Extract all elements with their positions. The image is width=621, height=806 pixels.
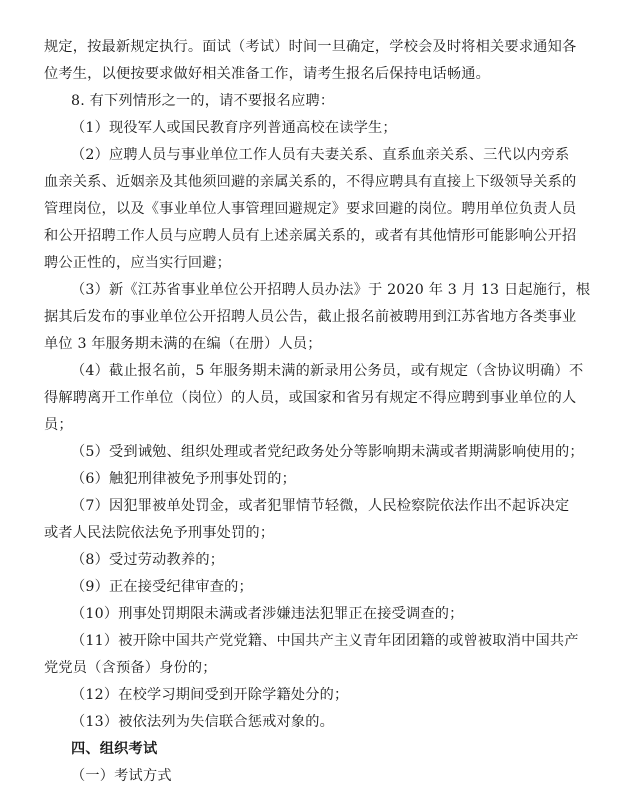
paragraph-line: 和公开招聘工作人员与应聘人员有上述亲属关系的，或者有其他情形可能影响公开招 bbox=[44, 228, 577, 244]
list-item-9: （9）正在接受纪律审查的； bbox=[71, 579, 253, 595]
paragraph-line: 单位 3 年服务期未满的在编（在册）人员； bbox=[44, 336, 322, 352]
paragraph-line: 得解聘离开工作单位（岗位）的人员，或国家和省另有规定不得应聘到事业单位的人 bbox=[44, 390, 577, 406]
paragraph-line: 位考生，以便按要求做好相关准备工作，请考生报名后保持电话畅通。 bbox=[44, 66, 491, 82]
paragraph-line: 管理岗位，以及《事业单位人事管理回避规定》要求回避的岗位。聘用单位负责人员 bbox=[44, 201, 577, 217]
paragraph-line: 党党员（含预备）身份的； bbox=[44, 660, 217, 676]
list-item-8: （8）受过劳动教养的； bbox=[71, 552, 225, 568]
paragraph-line: 聘公正性的，应当实行回避； bbox=[44, 255, 232, 271]
list-heading-8: 8. 有下列情形之一的，请不要报名应聘： bbox=[71, 93, 335, 109]
list-item-10: （10）刑事处罚期限未满或者涉嫌违法犯罪正在接受调查的； bbox=[71, 606, 464, 622]
paragraph-line: 或者人民法院依法免予刑事处罚的； bbox=[44, 525, 275, 541]
subsection-heading: （一）考试方式 bbox=[71, 768, 172, 784]
list-item-4: （4）截止报名前，5 年服务期未满的新录用公务员，或有规定（含协议明确）不 bbox=[71, 363, 584, 379]
list-item-11: （11）被开除中国共产党党籍、中国共产主义青年团团籍的或曾被取消中国共产 bbox=[71, 633, 579, 649]
paragraph-line: 血亲关系、近姻亲及其他须回避的亲属关系的，不得应聘具有直接上下级领导关系的 bbox=[44, 174, 577, 190]
section-heading: 四、组织考试 bbox=[71, 741, 158, 757]
list-item-6: （6）触犯刑律被免予刑事处罚的； bbox=[71, 471, 297, 487]
list-item-7: （7）因犯罪被单处罚金，或者犯罪情节轻微，人民检察院依法作出不起诉决定 bbox=[71, 498, 570, 514]
list-item-12: （12）在校学习期间受到开除学籍处分的； bbox=[71, 687, 349, 703]
list-item-3: （3）新《江苏省事业单位公开招聘人员办法》于 2020 年 3 月 13 日起施行，根 bbox=[71, 282, 591, 298]
paragraph-line: 规定，按最新规定执行。面试（考试）时间一旦确定，学校会及时将相关要求通知各 bbox=[44, 39, 577, 55]
list-item-5: （5）受到诫勉、组织处理或者党纪政务处分等影响期未满或者期满影响使用的； bbox=[71, 444, 584, 460]
paragraph-line: 据其后发布的事业单位公开招聘人员公告，截止报名前被聘用到江苏省地方各类事业 bbox=[44, 309, 577, 325]
list-item-1: （1）现役军人或国民教育序列普通高校在读学生； bbox=[71, 120, 397, 136]
list-item-13: （13）被依法列为失信联合惩戒对象的。 bbox=[71, 714, 335, 730]
paragraph-line: 员； bbox=[44, 417, 73, 433]
list-item-2: （2）应聘人员与事业单位工作人员有夫妻关系、直系血亲关系、三代以内旁系 bbox=[71, 147, 570, 163]
